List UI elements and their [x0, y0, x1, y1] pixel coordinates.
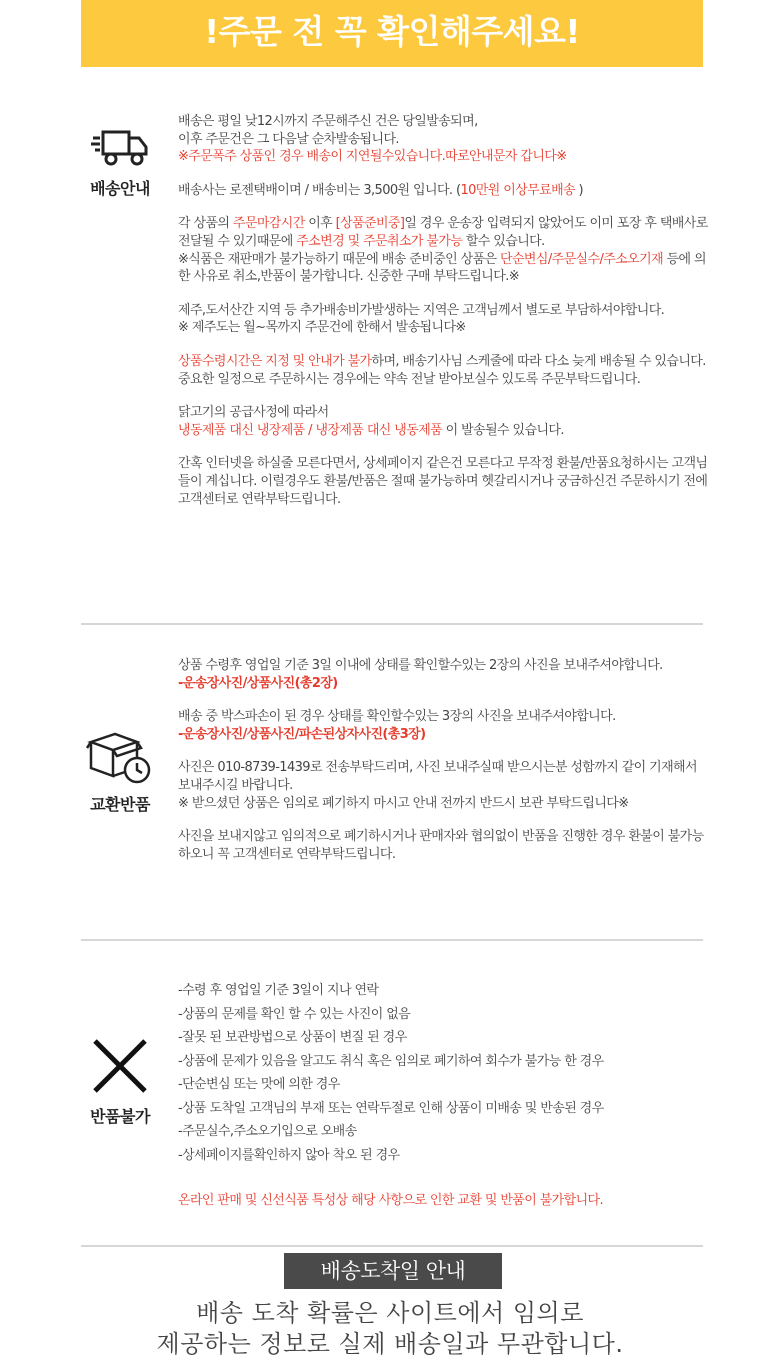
exchange-p3-line1: 사진은 010-8739-1439로 전송부탁드리며, 사진 보내주실때 받으시는분 성함까지 같이 기재해서 보내주시길 바랍니다.	[178, 760, 697, 793]
shipping-p3-c: 일 경우 운송장 입력되지 않았어도 이미 포장 후 택배사로 전달될 수 있기때문에	[178, 216, 708, 249]
shipping-p3-e: ※식품은 재판매가 불가능하기 때문에 배송 준비중인 상품은	[178, 251, 501, 267]
box-clock-icon	[85, 726, 155, 784]
list-item: -상품의 문제를 확인 할 수 있는 사진이 없음	[178, 1006, 411, 1022]
shipping-p2-b: )	[575, 182, 584, 198]
shipping-p1-line2: 이후 주문건은 그 다음날 순차발송됩니다.	[178, 131, 399, 147]
shipping-content	[178, 113, 708, 524]
exchange-content	[178, 657, 708, 879]
shipping-icon-box	[80, 126, 160, 199]
shipping-p4-line1: 제주,도서산간 지역 등 추가배송비가발생하는 지역은 고객님께서 별도로 부담하셔야합니다.	[178, 302, 665, 318]
shipping-p3-b: 이후	[304, 216, 336, 232]
divider	[81, 623, 703, 625]
footer-title-badge	[284, 1253, 502, 1289]
list-item: -상세페이지를확인하지 않아 착오 된 경우	[178, 1147, 400, 1163]
exchange-p1: 상품 수령후 영업일 기준 3일 이내에 상태를 확인할수있는 2장의 사진을 보내주셔야합니다.	[178, 658, 663, 673]
exchange-p3-line2: ※ 받으셨던 상품은 임의로 폐기하지 마시고 안내 전까지 반드시 보관 부탁드립니다※	[178, 795, 629, 811]
shipping-label: 배송안내	[90, 179, 150, 198]
shipping-p6-a: 닭고기의 공급사정에 따라서	[178, 405, 329, 421]
list-item: -수령 후 영업일 기준 3일이 지나 연락	[178, 983, 379, 998]
shipping-p5-red: 상품수령시간은 지정 및 안내가 불가	[178, 353, 372, 369]
list-item: -상품에 문제가 있음을 알고도 취식 혹은 임의로 폐기하여 회수가 불가능 한 경우	[178, 1053, 604, 1069]
exchange-p2-red: -운송장사진/상품사진/파손된상자사진(총3장)	[178, 726, 426, 742]
shipping-p6-red: 냉동제품 대신 냉장제품 / 냉장제품 대신 냉동제품	[178, 422, 443, 438]
noreturn-label: 반품불가	[90, 1107, 150, 1126]
divider	[81, 939, 703, 941]
noreturn-content	[178, 979, 708, 1213]
shipping-p2-a: 배송사는 로젠택배이며 / 배송비는 3,500원 입니다. (	[178, 182, 461, 198]
shipping-p3-d: 할수 있습니다.	[462, 233, 545, 249]
list-item: -단순변심 또는 맛에 의한 경우	[178, 1077, 340, 1092]
divider	[81, 1245, 703, 1247]
exchange-p4: 사진을 보내지않고 임의적으로 폐기하시거나 판매자와 협의없이 반품을 진행한 경우 환불이 불가능하오니 꼭 고객센터로 연락부탁드립니다.	[178, 829, 704, 862]
shipping-p3-a: 각 상품의	[178, 216, 233, 232]
footer-line1: 배송 도착 확률은 사이트에서 임의로	[196, 1299, 584, 1327]
shipping-p3-f: 등에 의한 사유로 취소,반품이 불가합니다. 신중한 구매 부탁드립니다.※	[178, 251, 706, 285]
exchange-icon-box	[80, 726, 160, 815]
shipping-p3-red2: [상품준비중]	[335, 216, 405, 232]
noreturn-icon-box	[80, 1036, 160, 1127]
list-item: -잘못 된 보관방법으로 상품이 변질 된 경우	[178, 1030, 407, 1045]
list-item: -주문실수,주소오기입으로 오배송	[178, 1124, 357, 1139]
shipping-free-threshold: 10만원 이상무료배송	[460, 182, 575, 198]
footer-title: 배송도착일 안내	[320, 1259, 466, 1283]
shipping-p4-line2: ※ 제주도는 월~목까지 주문건에 한해서 발송됩니다※	[178, 320, 466, 336]
shipping-p3-red4: 단순변심/주문실수/주소오기재	[500, 251, 664, 267]
page-banner	[81, 0, 703, 67]
exchange-label: 교환반품	[90, 795, 150, 814]
shipping-p7: 간혹 인터넷을 하실줄 모른다면서, 상세페이지 같은건 모른다고 무작정 환불/반품요청하시는 고객님들이 계십니다. 이럴경우도 환불/반품은 절때 불가능하며 헷갈리시거나 궁금하신건 주문하시기 전에 고객센터로 연락부탁드립니다.	[178, 456, 708, 507]
noreturn-note: 온라인 판매 및 신선식품 특성상 해당 사항으로 인한 교환 및 반품이 불가합니다.	[178, 1193, 604, 1208]
shipping-p5-a: 하며, 배송기사님 스케줄에 따라 다소 늦게 배송될 수 있습니다. 중요한 일정으로 주문하시는 경우에는 약속 전날 받아보실수 있도록 주문부탁드립니다.	[178, 353, 706, 387]
exchange-p1-red: -운송장사진/상품사진(총2장)	[178, 675, 338, 691]
banner-title: !주문 전 꼭 확인해주세요!	[204, 12, 580, 51]
shipping-p6-b: 이 발송될수 있습니다.	[442, 422, 564, 438]
x-icon	[90, 1036, 150, 1096]
shipping-p1-line1: 배송은 평일 낮12시까지 주문해주신 건은 당일발송되며,	[178, 114, 478, 129]
shipping-p3-red3: 주소변경 및 주문취소가 불가능	[296, 233, 463, 249]
list-item: -상품 도착일 고객님의 부재 또는 연락두절로 인해 상품이 미배송 및 반송된 경우	[178, 1100, 604, 1116]
footer-line2: 제공하는 정보로 실제 배송일과 무관합니다.	[156, 1330, 624, 1358]
truck-icon	[91, 126, 149, 168]
shipping-p1-red: ※주문폭주 상품인 경우 배송이 지연될수있습니다.따로안내문자 갑니다※	[178, 149, 567, 165]
exchange-p2: 배송 중 박스파손이 된 경우 상태를 확인할수있는 3장의 사진을 보내주셔야합니다.	[178, 709, 616, 725]
shipping-p3-red1: 주문마감시간	[232, 216, 305, 232]
